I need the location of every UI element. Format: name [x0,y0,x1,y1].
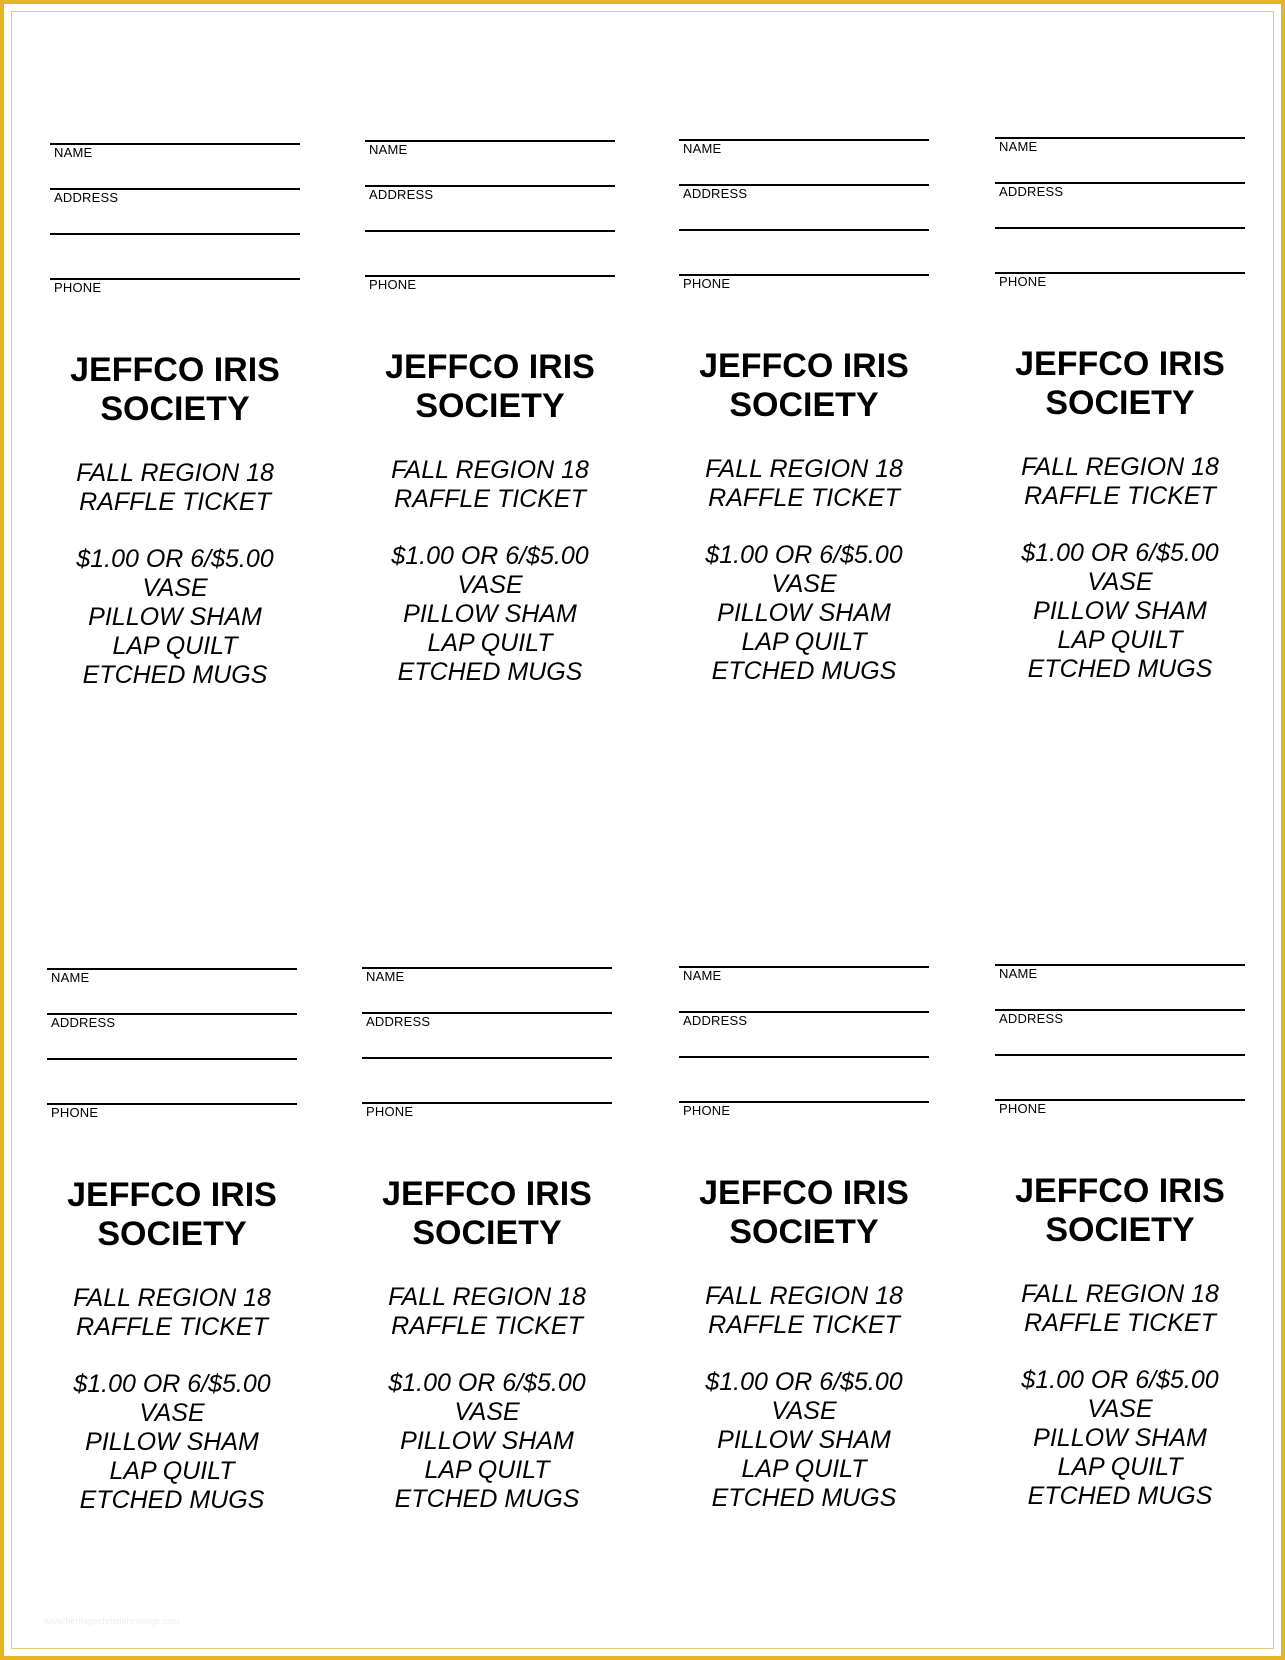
name-field[interactable] [679,966,929,1011]
raffle-ticket [362,967,612,1514]
prize-list [47,1370,297,1515]
name-label: NAME [999,966,1038,981]
event-name [679,455,929,513]
society-title [995,1172,1245,1250]
address-line-2 [47,1058,297,1060]
prize-item: PILLOW SHAM [1033,1424,1207,1452]
address-line-2 [995,227,1245,229]
prize-item: LAP QUILT [741,628,867,656]
title-line-2: SOCIETY [1045,1211,1195,1249]
prize-item: VASE [771,1397,837,1425]
prize-item: PILLOW SHAM [717,599,891,627]
title-line-1: JEFFCO IRIS [67,1176,277,1214]
prize-list [679,1368,929,1513]
address-label: ADDRESS [51,1015,116,1030]
price-text: $1.00 OR 6/$5.00 [705,1368,903,1396]
address-line-2 [362,1057,612,1059]
phone-field[interactable] [47,1103,297,1148]
event-line-1: FALL REGION 18 [73,1284,271,1312]
name-field[interactable] [995,964,1245,1009]
title-line-2: SOCIETY [97,1215,247,1253]
raffle-ticket [679,139,929,686]
prize-item: VASE [142,574,208,602]
society-title [47,1176,297,1254]
prize-item: PILLOW SHAM [88,603,262,631]
prize-item: ETCHED MUGS [1027,655,1213,683]
address-field[interactable] [362,1012,612,1057]
prize-item: PILLOW SHAM [403,600,577,628]
prize-item: VASE [454,1398,520,1426]
title-line-2: SOCIETY [729,386,879,424]
title-line-1: JEFFCO IRIS [1015,345,1225,383]
prize-item: PILLOW SHAM [400,1427,574,1455]
event-line-1: FALL REGION 18 [1021,453,1219,481]
event-name [50,459,300,517]
address-label: ADDRESS [366,1014,431,1029]
raffle-ticket [995,137,1245,684]
title-line-1: JEFFCO IRIS [699,1174,909,1212]
society-title [679,347,929,425]
address-field[interactable] [679,1011,929,1056]
price-text: $1.00 OR 6/$5.00 [1021,539,1219,567]
name-field[interactable] [362,967,612,1012]
prize-item: PILLOW SHAM [717,1426,891,1454]
prize-item: ETCHED MUGS [82,661,268,689]
phone-label: PHONE [999,274,1047,289]
prize-list [995,1366,1245,1511]
address-field-line2[interactable] [362,1057,612,1102]
address-label: ADDRESS [54,190,119,205]
event-line-2: RAFFLE TICKET [1024,1309,1216,1337]
event-line-2: RAFFLE TICKET [708,484,900,512]
title-line-2: SOCIETY [415,387,565,425]
title-line-2: SOCIETY [100,390,250,428]
event-name [679,1282,929,1340]
prize-item: LAP QUILT [741,1455,867,1483]
phone-label: PHONE [683,276,731,291]
address-field-line2[interactable] [50,233,300,278]
event-line-1: FALL REGION 18 [705,1282,903,1310]
price-text: $1.00 OR 6/$5.00 [705,541,903,569]
address-line-2 [365,230,615,232]
address-field-line2[interactable] [47,1058,297,1103]
phone-label: PHONE [51,1105,99,1120]
name-label: NAME [999,139,1038,154]
event-line-2: RAFFLE TICKET [1024,482,1216,510]
address-label: ADDRESS [369,187,434,202]
phone-label: PHONE [683,1103,731,1118]
event-name [47,1284,297,1342]
phone-field[interactable] [679,274,929,319]
prize-item: LAP QUILT [424,1456,550,1484]
phone-field[interactable] [50,278,300,323]
address-field[interactable] [47,1013,297,1058]
address-field[interactable] [50,188,300,233]
name-field[interactable] [679,139,929,184]
prize-item: ETCHED MUGS [711,657,897,685]
address-field-line2[interactable] [995,227,1245,272]
raffle-ticket [50,143,300,690]
prize-item: ETCHED MUGS [1027,1482,1213,1510]
address-line-2 [679,229,929,231]
price-text: $1.00 OR 6/$5.00 [76,545,274,573]
event-name [995,453,1245,511]
event-name [995,1280,1245,1338]
prize-item: LAP QUILT [1057,626,1183,654]
title-line-2: SOCIETY [412,1214,562,1252]
event-line-1: FALL REGION 18 [1021,1280,1219,1308]
name-label: NAME [54,145,93,160]
address-field[interactable] [995,1009,1245,1054]
society-title [365,348,615,426]
name-field[interactable] [50,143,300,188]
phone-label: PHONE [369,277,417,292]
event-line-1: FALL REGION 18 [705,455,903,483]
raffle-ticket [365,140,615,687]
title-line-1: JEFFCO IRIS [70,351,280,389]
prize-item: PILLOW SHAM [1033,597,1207,625]
event-line-1: FALL REGION 18 [388,1283,586,1311]
price-text: $1.00 OR 6/$5.00 [388,1369,586,1397]
prize-item: VASE [771,570,837,598]
prize-list [995,539,1245,684]
prize-list [365,542,615,687]
price-text: $1.00 OR 6/$5.00 [1021,1366,1219,1394]
address-label: ADDRESS [999,1011,1064,1026]
prize-item: LAP QUILT [1057,1453,1183,1481]
name-label: NAME [369,142,408,157]
society-title [995,345,1245,423]
prize-list [679,541,929,686]
prize-list [362,1369,612,1514]
name-label: NAME [51,970,90,985]
society-title [362,1175,612,1253]
name-label: NAME [683,968,722,983]
society-title [50,351,300,429]
address-field-line2[interactable] [679,229,929,274]
phone-field[interactable] [995,272,1245,317]
address-field-line2[interactable] [679,1056,929,1101]
phone-label: PHONE [366,1104,414,1119]
event-line-2: RAFFLE TICKET [394,485,586,513]
address-label: ADDRESS [683,186,748,201]
address-line-2 [50,233,300,235]
address-field-line2[interactable] [365,230,615,275]
address-label: ADDRESS [683,1013,748,1028]
phone-field[interactable] [679,1101,929,1146]
prize-item: VASE [139,1399,205,1427]
name-field[interactable] [47,968,297,1013]
name-field[interactable] [365,140,615,185]
name-field[interactable] [995,137,1245,182]
event-line-2: RAFFLE TICKET [76,1313,268,1341]
name-label: NAME [366,969,405,984]
event-name [365,456,615,514]
raffle-ticket [679,966,929,1513]
event-line-2: RAFFLE TICKET [79,488,271,516]
name-label: NAME [683,141,722,156]
title-line-1: JEFFCO IRIS [385,348,595,386]
prize-item: ETCHED MUGS [394,1485,580,1513]
raffle-ticket [995,964,1245,1511]
price-text: $1.00 OR 6/$5.00 [73,1370,271,1398]
address-field-line2[interactable] [995,1054,1245,1099]
prize-item: VASE [1087,568,1153,596]
society-title [679,1174,929,1252]
prize-item: LAP QUILT [112,632,238,660]
address-label: ADDRESS [999,184,1064,199]
prize-item: ETCHED MUGS [79,1486,265,1514]
title-line-1: JEFFCO IRIS [382,1175,592,1213]
title-line-2: SOCIETY [729,1213,879,1251]
prize-item: LAP QUILT [109,1457,235,1485]
event-line-2: RAFFLE TICKET [708,1311,900,1339]
title-line-1: JEFFCO IRIS [1015,1172,1225,1210]
phone-field[interactable] [362,1102,612,1147]
phone-field[interactable] [995,1099,1245,1144]
event-name [362,1283,612,1341]
price-text: $1.00 OR 6/$5.00 [391,542,589,570]
address-line-2 [995,1054,1245,1056]
event-line-2: RAFFLE TICKET [391,1312,583,1340]
watermark: www.heritagechristiancollege.com [44,1616,180,1626]
title-line-1: JEFFCO IRIS [699,347,909,385]
prize-item: ETCHED MUGS [711,1484,897,1512]
prize-item: LAP QUILT [427,629,553,657]
phone-field[interactable] [365,275,615,320]
event-line-1: FALL REGION 18 [76,459,274,487]
phone-label: PHONE [54,280,102,295]
prize-list [50,545,300,690]
prize-item: PILLOW SHAM [85,1428,259,1456]
address-field[interactable] [995,182,1245,227]
event-line-1: FALL REGION 18 [391,456,589,484]
address-line-2 [679,1056,929,1058]
prize-item: ETCHED MUGS [397,658,583,686]
address-field[interactable] [365,185,615,230]
title-line-2: SOCIETY [1045,384,1195,422]
address-field[interactable] [679,184,929,229]
phone-label: PHONE [999,1101,1047,1116]
prize-item: VASE [1087,1395,1153,1423]
prize-item: VASE [457,571,523,599]
raffle-ticket [47,968,297,1515]
